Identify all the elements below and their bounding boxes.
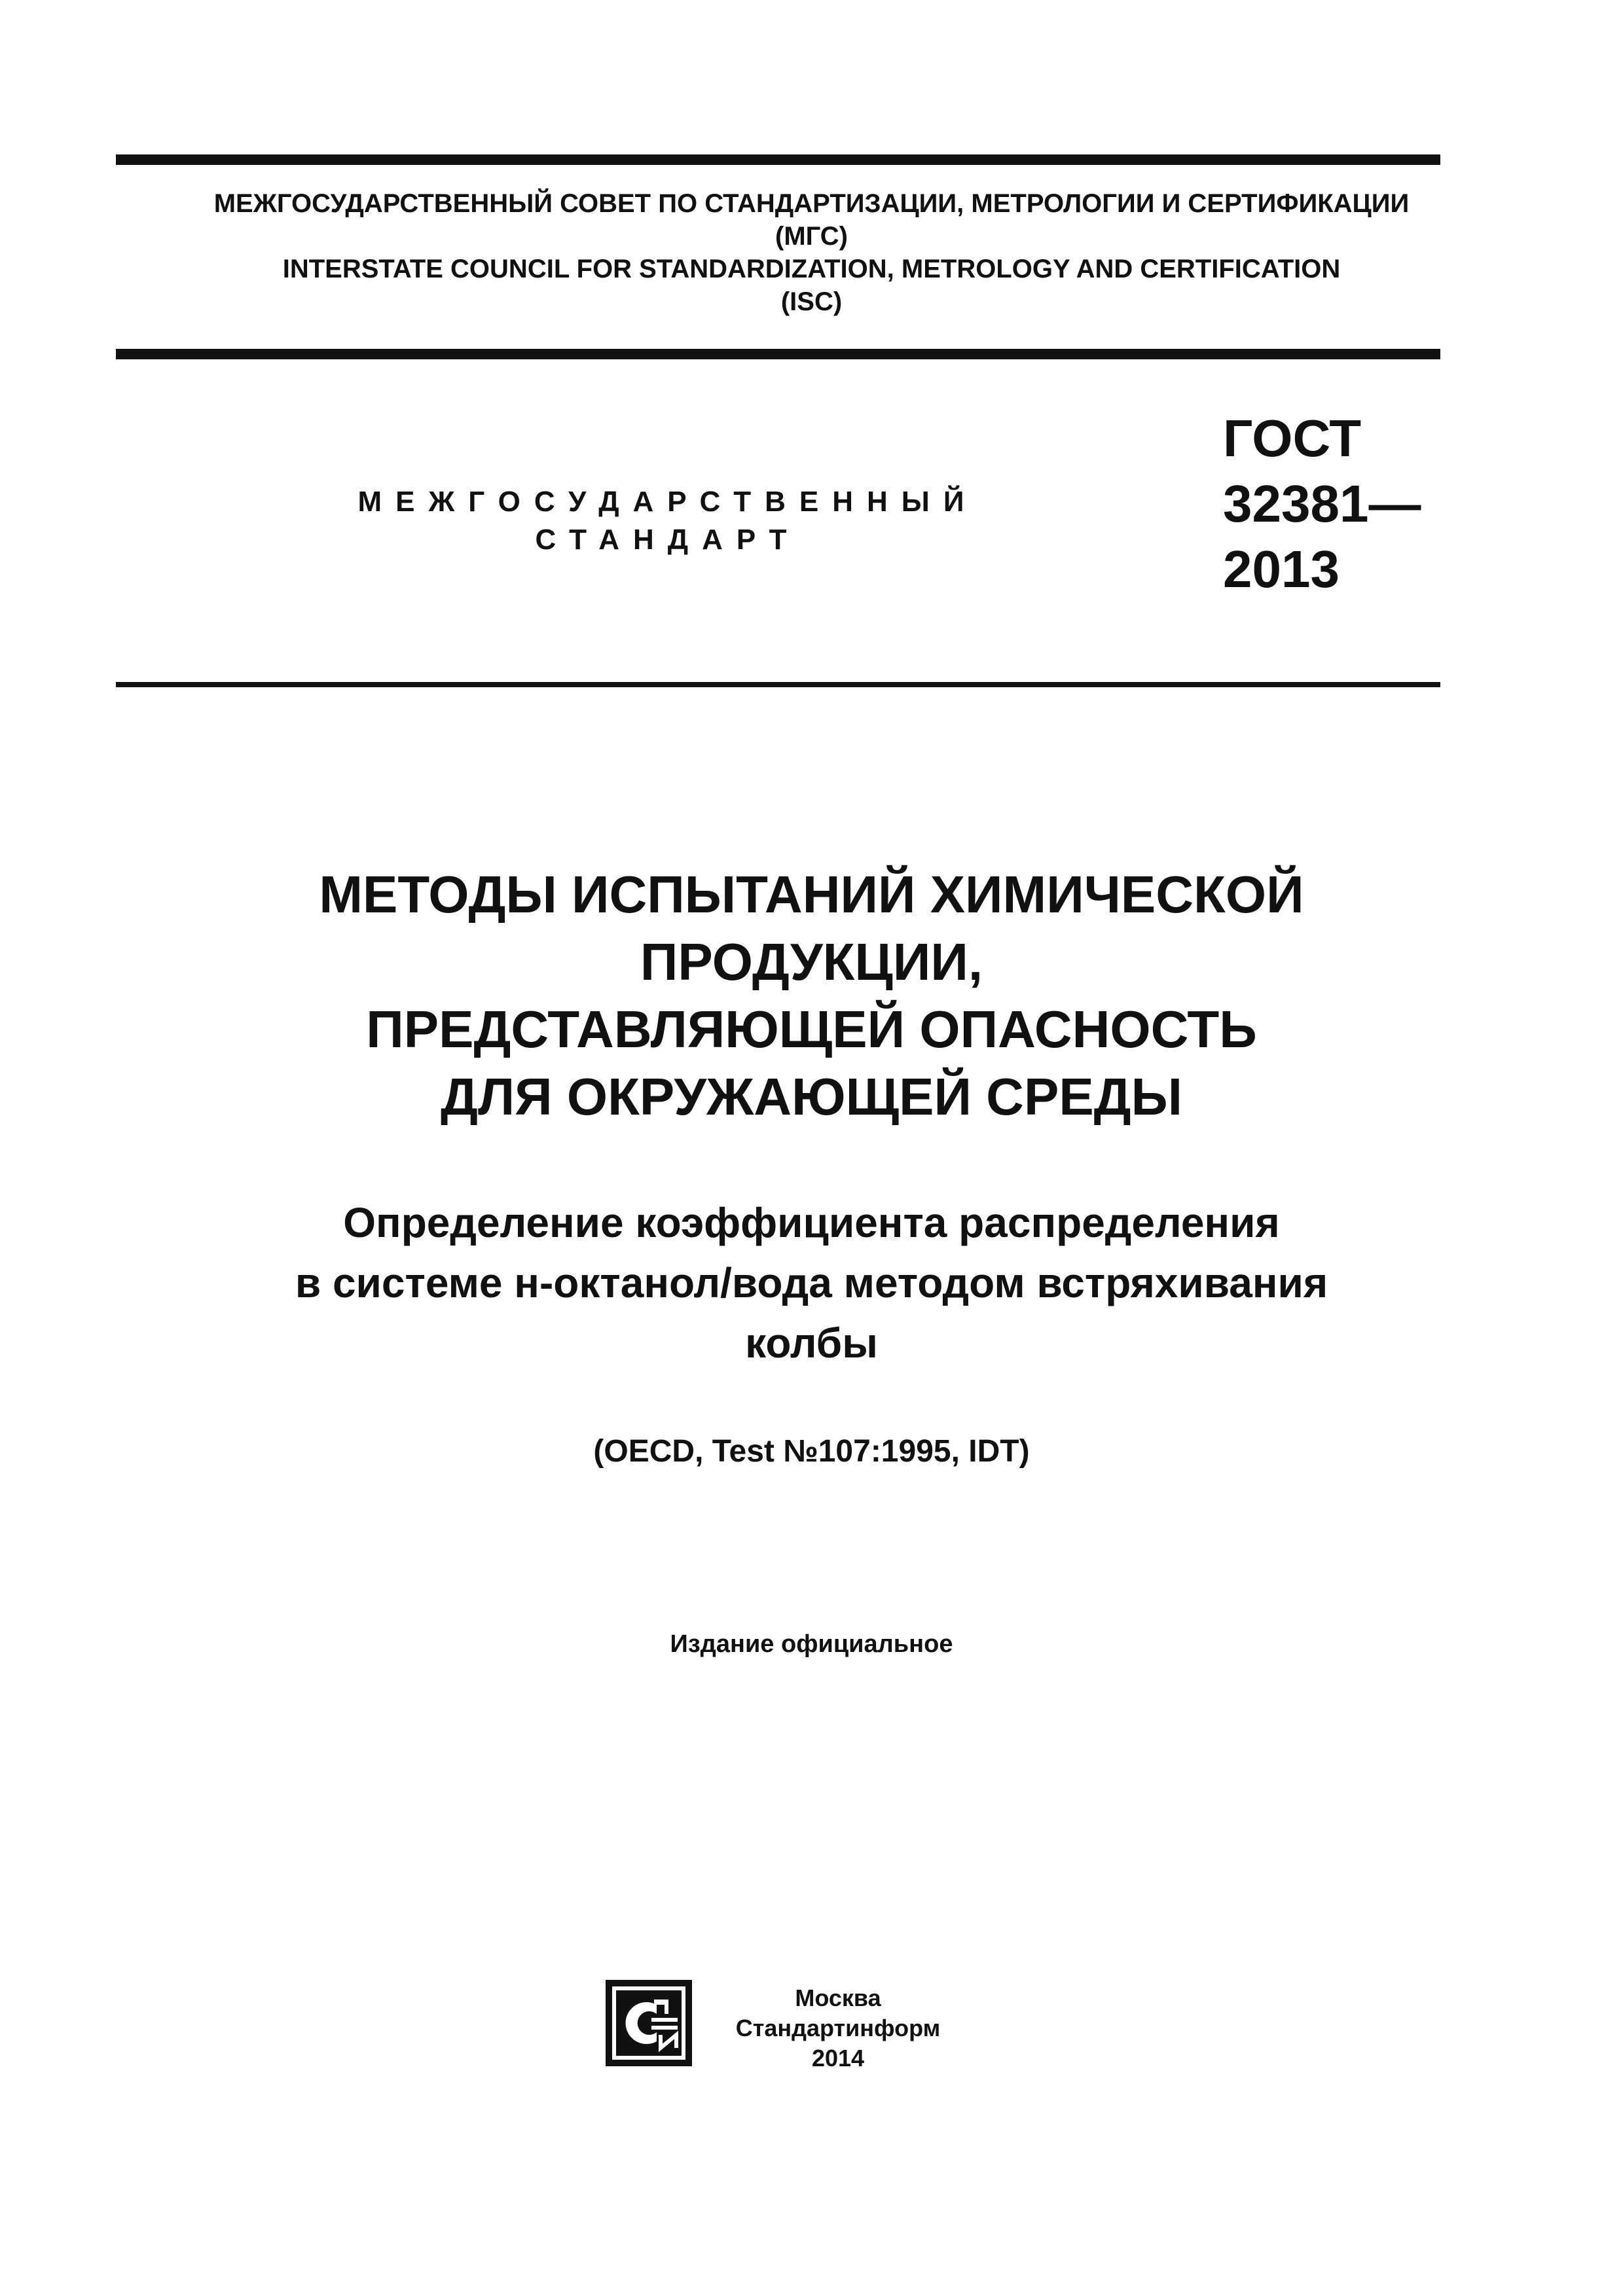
council-divider: [116, 349, 1440, 359]
document-title: [0, 861, 1623, 1130]
council-header: [0, 187, 1623, 318]
gost-number: 32381—: [1223, 475, 1421, 533]
standartinform-logo-icon: [606, 1980, 692, 2066]
title-line: ДЛЯ ОКРУЖАЮЩЕЙ СРЕДЫ: [441, 1067, 1182, 1126]
subtitle-line: колбы: [745, 1319, 878, 1367]
council-abbr-en: (ISC): [780, 287, 843, 316]
title-line: ПРЕДСТАВЛЯЮЩЕЙ ОПАСНОСТЬ: [366, 1000, 1257, 1058]
gost-year: 2013: [1223, 540, 1340, 598]
council-name-en: INTERSTATE COUNCIL FOR STANDARDIZATION, METROLOGY AND CERTIFICATION: [282, 255, 1341, 283]
council-abbr-ru: (МГС): [775, 222, 848, 251]
standard-type: [354, 483, 982, 559]
council-name-ru: МЕЖГОСУДАРСТВЕННЫЙ СОВЕТ ПО СТАНДАРТИЗАЦИИ, МЕТРОЛОГИИ И СЕРТИФИКАЦИИ: [213, 189, 1410, 218]
publisher-city: Москва: [795, 1984, 881, 2011]
title-line: ПРОДУКЦИИ,: [640, 933, 983, 991]
standard-type-line1: МЕЖГОСУДАРСТВЕННЫЙ: [357, 486, 978, 518]
edition-label: Издание официальное: [670, 1630, 953, 1658]
subtitle-line: Определение коэффициента распределения: [343, 1199, 1280, 1246]
document-subtitle: [0, 1193, 1623, 1373]
standard-type-line2: СТАНДАРТ: [535, 524, 801, 556]
subtitle-line: в системе н-октанол/вода методом встряхивания: [295, 1259, 1328, 1306]
top-divider: [116, 154, 1440, 165]
header-divider: [116, 682, 1440, 687]
source-reference: (OECD, Test №107:1995, IDT): [593, 1434, 1030, 1469]
title-line: МЕТОДЫ ИСПЫТАНИЙ ХИМИЧЕСКОЙ: [319, 865, 1304, 924]
publisher-year: 2014: [811, 2045, 865, 2072]
publisher-block: [714, 1983, 962, 2073]
gost-label: ГОСТ: [1223, 409, 1362, 467]
publisher-name: Стандартинформ: [735, 2015, 941, 2041]
gost-code: [1223, 406, 1421, 602]
